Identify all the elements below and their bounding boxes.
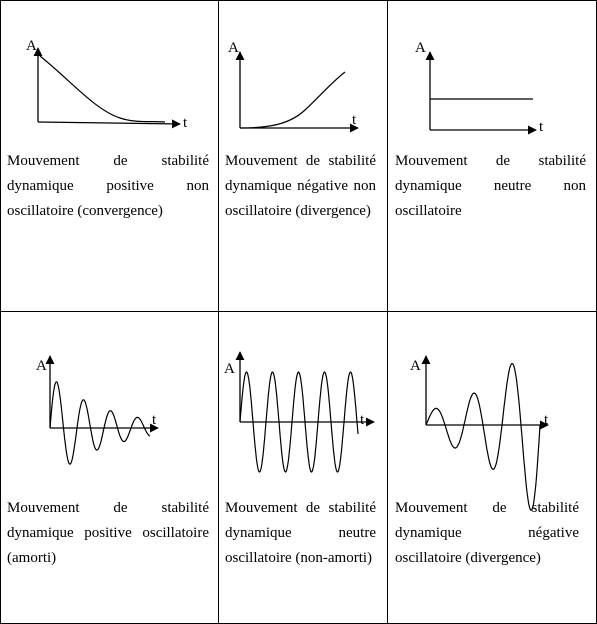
curve [50,382,150,464]
caption-positive-non-oscillating: Mouvement de stabilité dynamique positive non oscillatoire (convergence) [7,153,209,219]
caption-neutral-non-oscillating: Mouvement de stabilité dynamique neutre non oscillatoire [395,153,586,219]
graph-neutral-oscillating [224,352,374,472]
axis-label-a: A [415,40,426,56]
caption-negative-oscillating: Mouvement de stabilité dynamique négative oscillatoire (divergence) [395,500,579,566]
caption-positive-oscillating: Mouvement de stabilité dynamique positive oscillatoire (amorti) [7,500,209,566]
caption-negative-non-oscillating: Mouvement de stabilité dynamique négative non oscillatoire (divergence) [225,153,376,219]
axis-label-a: A [36,358,47,374]
graph-positive-oscillating [36,356,158,464]
axis-label-a: A [26,38,37,54]
axis-label-a: A [410,358,421,374]
axis-label-a: A [228,40,239,56]
graph-positive-non-oscillating [26,38,188,131]
axis-label-t: t [360,412,365,428]
caption-neutral-oscillating: Mouvement de stabilité dynamique neutre oscillatoire (non-amorti) [225,500,376,566]
curve [240,72,345,128]
curve [426,364,540,511]
graph-neutral-non-oscillating [415,40,544,135]
axis-label-t: t [539,119,544,135]
curve [40,56,165,122]
graph-negative-oscillating [410,356,549,510]
graph-negative-non-oscillating [228,40,358,128]
axis-label-t: t [352,112,357,128]
axis-label-a: A [224,361,235,377]
axis-label-t: t [152,412,157,428]
axis-label-t: t [544,412,549,428]
axis-label-t: t [183,115,188,131]
